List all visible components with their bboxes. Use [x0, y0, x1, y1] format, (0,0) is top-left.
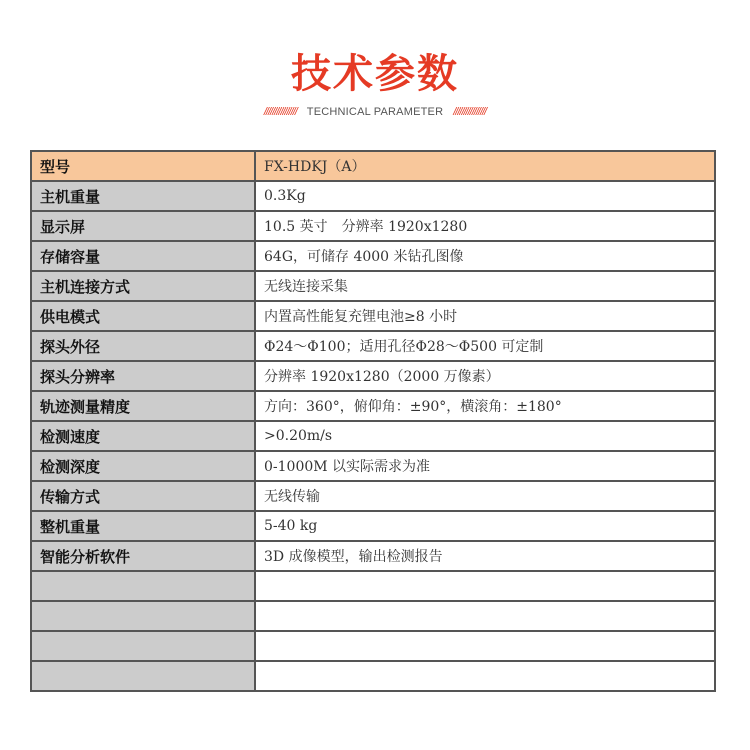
param-label: 检测深度	[32, 452, 254, 480]
param-label	[32, 632, 254, 660]
table-row-empty	[32, 602, 714, 630]
param-label: 探头分辨率	[32, 362, 254, 390]
table-row-empty	[32, 632, 714, 660]
param-value: >0.20m/s	[256, 422, 714, 450]
param-value: 0.3Kg	[256, 182, 714, 210]
param-label: 传输方式	[32, 482, 254, 510]
param-label	[32, 572, 254, 600]
param-label: 主机重量	[32, 182, 254, 210]
param-label: 主机连接方式	[32, 272, 254, 300]
param-value: 无线传输	[256, 482, 714, 510]
param-value: 内置高性能复充锂电池≥8 小时	[256, 302, 714, 330]
param-label: 型号	[32, 152, 254, 180]
table-row-empty	[32, 662, 714, 690]
param-value: 分辨率 1920x1280（2000 万像素）	[256, 362, 714, 390]
param-value: 无线连接采集	[256, 272, 714, 300]
table-row	[32, 512, 714, 540]
param-label: 探头外径	[32, 332, 254, 360]
table-row	[32, 482, 714, 510]
param-label: 存储容量	[32, 242, 254, 270]
param-value	[256, 602, 714, 630]
table-row	[32, 452, 714, 480]
table-row	[32, 182, 714, 210]
table-row	[32, 362, 714, 390]
param-value: 64G，可储存 4000 米钻孔图像	[256, 242, 714, 270]
param-value: FX-HDKJ（A）	[256, 152, 714, 180]
subtitle-slashes-left: ////////////////	[263, 106, 297, 118]
param-value: 5-40 kg	[256, 512, 714, 540]
param-label: 供电模式	[32, 302, 254, 330]
subtitle-slashes-right: ////////////////	[453, 106, 487, 118]
param-value: 10.5 英寸 分辨率 1920x1280	[256, 212, 714, 240]
table-row-empty	[32, 572, 714, 600]
table-row	[32, 542, 714, 570]
param-value	[256, 662, 714, 690]
table-row	[32, 392, 714, 420]
table-row	[32, 422, 714, 450]
param-label: 轨迹测量精度	[32, 392, 254, 420]
page-title: 技术参数	[291, 51, 459, 97]
param-value	[256, 572, 714, 600]
param-label	[32, 662, 254, 690]
subtitle-text: TECHNICAL PARAMETER	[306, 106, 444, 118]
param-label	[32, 602, 254, 630]
table-row	[32, 152, 714, 180]
parameter-table	[30, 150, 716, 692]
param-value	[256, 632, 714, 660]
table-row	[32, 302, 714, 330]
param-label: 整机重量	[32, 512, 254, 540]
param-value: 方向：360°，俯仰角：±90°，横滚角：±180°	[256, 392, 714, 420]
table-row	[32, 332, 714, 360]
param-label: 智能分析软件	[32, 542, 254, 570]
param-value: 3D 成像模型，输出检测报告	[256, 542, 714, 570]
param-value: Φ24～Φ100；适用孔径Φ28～Φ500 可定制	[256, 332, 714, 360]
subtitle	[0, 104, 750, 120]
table-row	[32, 242, 714, 270]
table-row	[32, 212, 714, 240]
param-label: 检测速度	[32, 422, 254, 450]
table-row	[32, 272, 714, 300]
parameter-table-frame	[30, 150, 716, 692]
param-value: 0-1000M 以实际需求为准	[256, 452, 714, 480]
param-label: 显示屏	[32, 212, 254, 240]
